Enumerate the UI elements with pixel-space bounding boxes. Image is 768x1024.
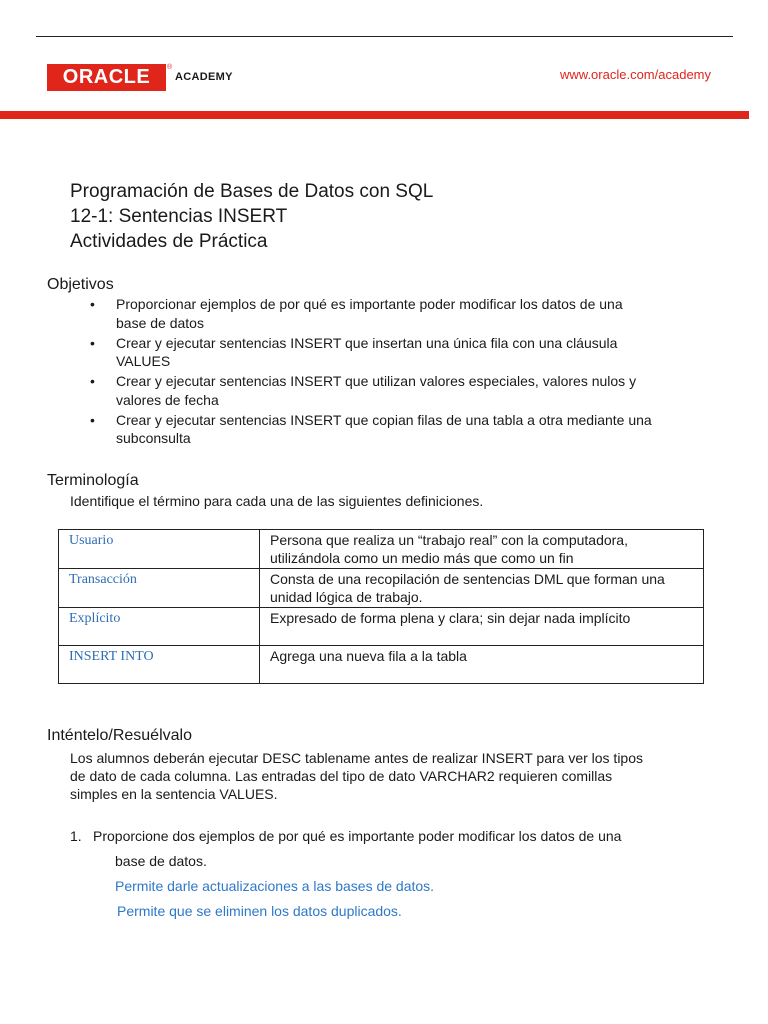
question-1-text-cont: base de datos. <box>115 853 207 869</box>
answer-1: Permite darle actualizaciones a las bases de datos. <box>115 878 435 894</box>
academy-url-link[interactable]: www.oracle.com/academy <box>560 67 711 82</box>
oracle-logo <box>47 64 166 91</box>
objectives-heading: Objetivos <box>47 276 114 293</box>
header-red-bar <box>0 111 749 119</box>
table-row <box>59 530 704 569</box>
question-1-text: Proporcione dos ejemplos de por qué es importante poder modificar los datos de una <box>93 828 622 844</box>
tryit-paragraph: Los alumnos deberán ejecutar DESC tablename antes de realizar INSERT para ver los tipos de dato de cada columna. Las entradas del tipo de dato VARCHAR2 requieren comillas simples en la sentencia VALUES. <box>70 750 644 802</box>
terminology-table <box>58 529 704 684</box>
registered-mark: ® <box>167 64 173 71</box>
term-cell: Transacción <box>59 569 260 608</box>
oracle-logo-text: ORACLE <box>62 66 151 88</box>
table-row <box>59 608 704 646</box>
term-cell: Explícito <box>59 608 260 646</box>
definition-cell: Consta de una recopilación de sentencias DML que forman una unidad lógica de trabajo. <box>260 569 704 608</box>
lesson-title: 12-1: Sentencias INSERT <box>70 206 288 227</box>
answer-2: Permite que se eliminen los datos duplicados. <box>117 903 402 919</box>
list-item: • Crear y ejecutar sentencias INSERT que copian filas de una tabla a otra mediante una subconsulta <box>90 411 652 446</box>
definition-cell: Agrega una nueva fila a la tabla <box>260 646 704 684</box>
terminology-intro: Identifique el término para cada una de las siguientes definiciones. <box>70 493 484 509</box>
definition-cell: Expresado de forma plena y clara; sin dejar nada implícito <box>260 608 704 646</box>
tryit-heading: Inténtelo/Resuélvalo <box>47 727 192 744</box>
top-rule <box>36 36 733 37</box>
objectives-list <box>90 295 690 449</box>
term-cell: Usuario <box>59 530 260 569</box>
course-title: Programación de Bases de Datos con SQL <box>70 181 434 202</box>
list-item: • Proporcionar ejemplos de por qué es importante poder modificar los datos de una base de datos <box>90 296 623 331</box>
table-row <box>59 569 704 608</box>
definition-cell: Persona que realiza un “trabajo real” con la computadora, utilizándola como un medio más que como un fin <box>260 530 704 569</box>
term-cell: INSERT INTO <box>59 646 260 684</box>
academy-label: ACADEMY <box>175 71 233 83</box>
table-row <box>59 646 704 684</box>
list-item: • Crear y ejecutar sentencias INSERT que insertan una única fila con una cláusula VALUES <box>90 334 618 369</box>
activity-title: Actividades de Práctica <box>70 231 268 252</box>
list-item: • Crear y ejecutar sentencias INSERT que utilizan valores especiales, valores nulos y valores de fecha <box>90 373 637 408</box>
terminology-heading: Terminología <box>47 472 139 489</box>
question-1-number: 1. <box>70 828 82 844</box>
